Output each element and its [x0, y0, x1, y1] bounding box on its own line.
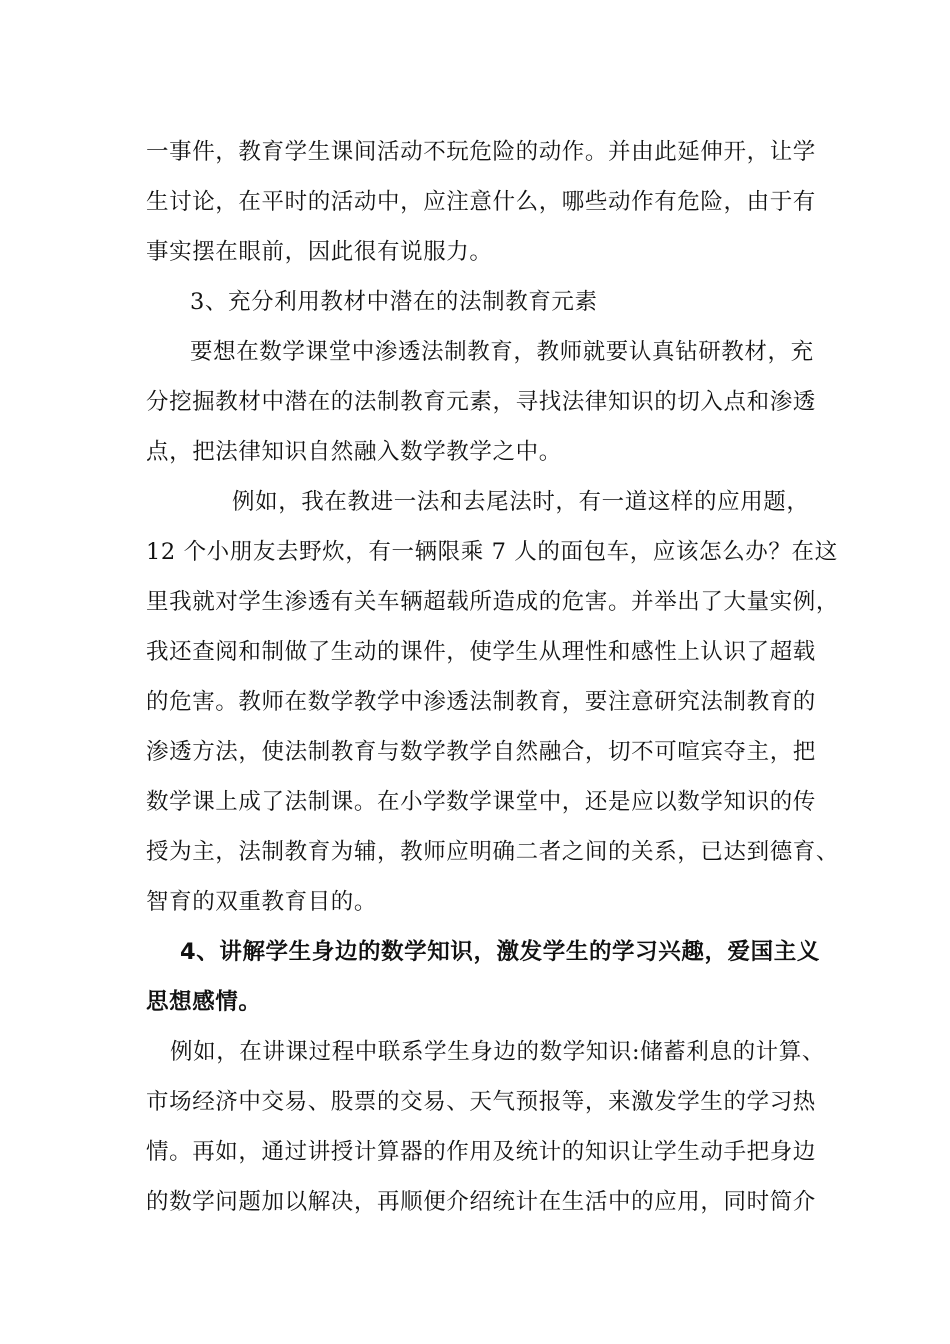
paragraph-line: 分挖掘教材中潜在的法制教育元素，寻找法律知识的切入点和渗透	[146, 389, 816, 415]
paragraph-line: 的数学问题加以解决，再顺便介绍统计在生活中的应用，同时简介	[146, 1189, 816, 1215]
paragraph-line: 例如，在讲课过程中联系学生身边的数学知识:储蓄利息的计算、	[170, 1039, 825, 1065]
paragraph-line: 我还查阅和制做了生动的课件，使学生从理性和感性上认识了超载	[146, 639, 816, 665]
paragraph-line: 要想在数学课堂中渗透法制教育，教师就要认真钻研教材，充	[190, 339, 814, 365]
paragraph-line: 事实摆在眼前，因此很有说服力。	[146, 239, 493, 265]
paragraph-line: 的危害。教师在数学教学中渗透法制教育，要注意研究法制教育的	[146, 689, 816, 715]
paragraph-line: 市场经济中交易、股票的交易、天气预报等，来激发学生的学习热	[146, 1089, 816, 1115]
section-heading-3: 3、充分利用教材中潜在的法制教育元素	[190, 289, 598, 315]
paragraph-line: 授为主，法制教育为辅，教师应明确二者之间的关系，已达到德育、	[146, 839, 840, 865]
paragraph-line: 情。再如，通过讲授计算器的作用及统计的知识让学生动手把身边	[146, 1139, 816, 1165]
paragraph-line: 智育的双重教育目的。	[146, 889, 378, 915]
paragraph-line: 点，把法律知识自然融入数学教学之中。	[146, 439, 562, 465]
paragraph-line: 生讨论，在平时的活动中，应注意什么，哪些动作有危险，由于有	[146, 189, 816, 215]
paragraph-line: 一事件，教育学生课间活动不玩危险的动作。并由此延伸开，让学	[146, 139, 816, 165]
section-heading-4-cont: 思想感情。	[146, 989, 262, 1015]
paragraph-line: 里我就对学生渗透有关车辆超载所造成的危害。并举出了大量实例，	[146, 589, 840, 615]
paragraph-line: 例如，我在教进一法和去尾法时，有一道这样的应用题，	[232, 489, 810, 515]
paragraph-line: 12 个小朋友去野炊，有一辆限乘 7 人的面包车，应该怎么办？在这	[146, 539, 838, 565]
paragraph-line: 数学课上成了法制课。在小学数学课堂中，还是应以数学知识的传	[146, 789, 816, 815]
section-heading-4: 4、讲解学生身边的数学知识，激发学生的学习兴趣，爱国主义	[180, 939, 820, 965]
paragraph-line: 渗透方法，使法制教育与数学教学自然融合，切不可喧宾夺主，把	[146, 739, 816, 765]
